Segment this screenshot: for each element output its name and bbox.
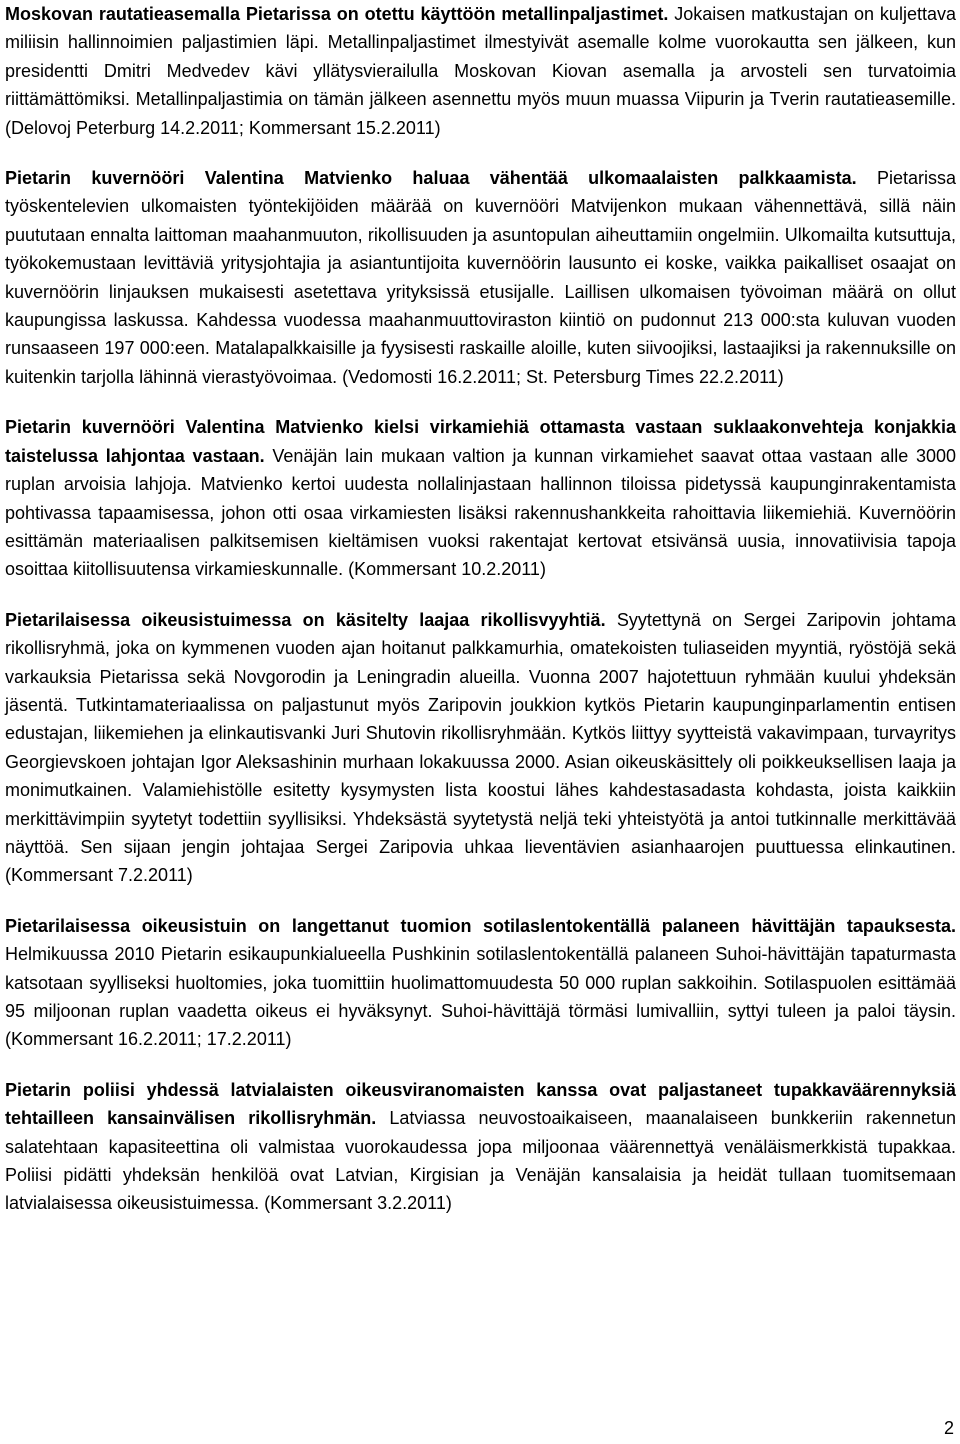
- article-body: Jokaisen matkustajan on kuljettava miliisin hallinnoimien paljastimien läpi. Metallinpaljastimet ilmestyivät asemalle kolme vuorokautta sen jälkeen, kun presidentti Dmitri Medvedev kävi yllätysvierailulla Moskovan Kiovan asemalla ja arvosteli sen turvatoimia riittämättömiksi. Metallinpaljastimia on tämän jälkeen asennettu myös muun muassa Viipurin ja Tverin rautatieasemille. (Delovoj Peterburg 14.2.2011; Kommersant 15.2.2011): [5, 4, 956, 138]
- article-tobacco-counterfeit: [5, 1076, 956, 1218]
- article-body: Venäjän lain mukaan valtion ja kunnan virkamiehet saavat ottaa vastaan alle 3000 ruplan arvoisia lahjoja. Matvienko kertoi uudesta nollalinjastaan hallinnon tiloissa pidetyssä kaupunginrakentamista pohtivassa tapaamisessa, johon otti osaa virkamiesten lisäksi rakennushankkeita rahoittavia liikemiehiä. Kuvernöörin esittämän materiaalisen palkitsemisen kieltämisen vuoksi rakentajat kertovat etsivänsä uusia, innovatiivisia tapoja osoittaa kiitollisuutensa virkamieskunnalle. (Kommersant 10.2.2011): [5, 445, 957, 580]
- article-gift-ban: [5, 413, 956, 583]
- article-metal-detectors: [5, 0, 956, 142]
- article-body: Latviassa neuvostoaikaiseen, maanalaiseen bunkkeriin rakennetun salatehtaan kapasiteettina oli valmistaa vuorokaudessa jopa miljoonaa väärennettyä venäläismerkkistä tupakkaa. Poliisi pidätti yhdeksän henkilöä ovat Latvian, Kirgisian ja Venäjän kansalaisia ja heidät tullaan tuomitsemaan latvialaisessa oikeusistuimessa. (Kommersant 3.2.2011): [5, 1108, 956, 1214]
- article-foreign-workers: [5, 164, 956, 391]
- article-headline: Pietarin kuvernööri Valentina Matvienko kielsi virkamiehiä ottamasta vastaan suklaakonvehteja konjakkia taistelussa lahjontaa vastaan.: [5, 417, 956, 466]
- article-crime-group-trial: [5, 606, 956, 890]
- article-body: Syytettynä on Sergei Zaripovin johtama rikollisryhmä, joka on kymmenen vuoden ajan hoitanut palkkamurhia, omatekoisten tuliaseiden myyntiä, ryöstöjä sekä varkauksia Pietarissa sekä Novgorodin ja Leningradin alueilla. Vuonna 2007 hajotettuun ryhmään kuului yhdeksän jäsentä. Tutkintamateriaalissa on paljastunut myös Zaripovin joukkion kytkös Pietarin kaupunginparlamentin entisen edustajan, liikemiehen ja elinkautisvanki Juri Shutovin rikollisryhmään. Kytkös liittyy syytteistä vakavimpaan, turvayritys Georgievskoen johtajan Igor Aleksashinin murhaan lokakuussa 2000. Asian oikeuskäsittely oli poikkeuksellisen laaja ja monimutkainen. Valamiehistölle esitetty kysymysten lista koostui lähes kahdestasadasta kohdasta, joista kaikkiin merkittävimpiin syytetyt todettiin syyllisiksi. Yhdeksästä syytetystä neljä teki yhteistyötä ja antoi tutkinnalle merkittävää näyttöä. Sen sijaan jengin johtajaa Sergei Zaripovia uhkaa lieventävien asianhaarojen puuttuessa elinkautinen. (Kommersant 7.2.2011): [5, 609, 957, 886]
- article-body: Helmikuussa 2010 Pietarin esikaupunkialueella Pushkinin sotilaslentokentällä palaneen Suhoi-hävittäjän tapaturmasta katsotaan syylliseksi huoltomies, joka tuomittiin huolimattomuudesta 50 000 ruplan sakkoihin. Sotilaspuolen esittämää 95 miljoonan ruplan vaadetta oikeus ei hyväksynyt. Suhoi-hävittäjä törmäsi lumivalliin, syttyi tuleen ja paloi täysin. (Kommersant 16.2.2011; 17.2.2011): [5, 944, 956, 1050]
- article-headline: Pietarilaisessa oikeusistuin on langettanut tuomion sotilaslentokentällä palaneen hävittäjän tapauksesta.: [5, 915, 956, 936]
- article-headline: Pietarin poliisi yhdessä latvialaisten oikeusviranomaisten kanssa ovat paljastaneet tupakkaväärennyksiä tehtailleen kansainvälisen rikollisryhmän.: [5, 1079, 956, 1129]
- document-page: [5, 0, 956, 1240]
- article-headline: Pietarilaisessa oikeusistuimessa on käsitelty laajaa rikollisvyyhtiä.: [5, 609, 606, 630]
- article-body: Pietarissa työskentelevien ulkomaisten työntekijöiden määrää on kuvernööri Matvijenkon mukaan vähennettävä, sillä näin puututaan ennalta laittoman maahanmuuton, rikollisuuden ja asuntopulan aiheuttamiin ongelmiin. Ulkomailta kutsuttuja, työkokemustaan levittäviä yritysjohtajia ja asiantuntijoita kuvernöörin lausunto ei koske, vaikka paikalliset osaajat on kuvernöörin linjauksen mukaisesti asetettava yrityksissä etusijalle. Laillisen ulkomaisen työvoiman määrä on ollut kaupungissa laskussa. Kahdessa vuodessa maahanmuuttoviraston kiintiö on pudonnut 213 000:sta kuluvan vuoden runsaaseen 197 000:een. Matalapalkkaisille ja fyysisesti raskaille aloille, kuten siivoojiksi, lastaajiksi ja rakennuksille on kuitenkin tarjolla lähinnä vierastyövoimaa. (Vedomosti 16.2.2011; St. Petersburg Times 22.2.2011): [5, 168, 956, 387]
- article-fighter-jet-verdict: [5, 912, 956, 1054]
- page-number: 2: [943, 1418, 954, 1438]
- article-headline: Pietarin kuvernööri Valentina Matvienko haluaa vähentää ulkomaalaisten palkkaamista.: [5, 168, 857, 189]
- article-headline: Moskovan rautatieasemalla Pietarissa on otettu käyttöön metallinpaljastimet.: [5, 4, 669, 24]
